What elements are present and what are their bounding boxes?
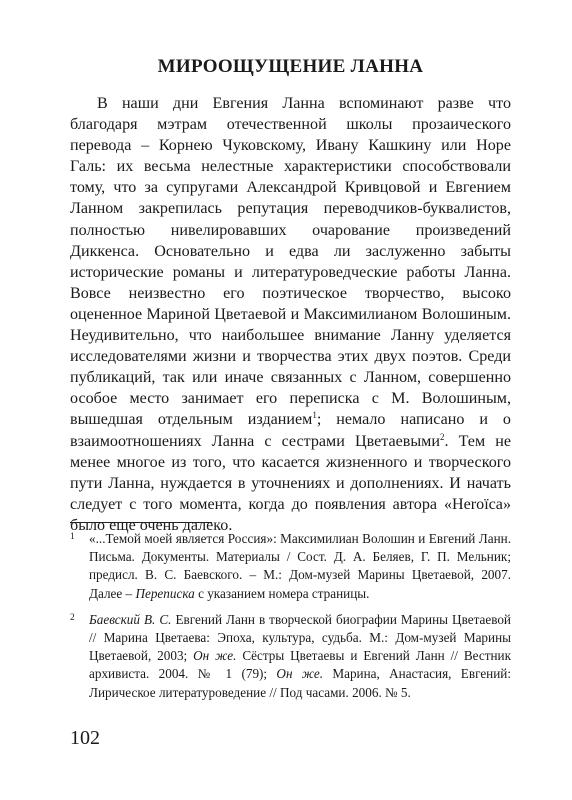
footnote-italic-text: Он же. — [276, 666, 324, 682]
footnote-italic-text: Переписка — [135, 585, 195, 601]
body-text-part-3: . Тем не менее многое из того, что касается жизненного и творческого пути Ланна, нуждается в уточнениях и дополнениях. И начать следует с того момента, когда до появления автора «Heroïca» было еще очень далеко. — [70, 432, 512, 534]
footnote-number: 2 — [70, 612, 75, 623]
chapter-title: МИРООЩУЩЕНИЕ ЛАННА — [157, 56, 424, 77]
body-text-part-2: ; немало написано и о взаимоотношениях Ланна с сестрами Цветаевыми — [70, 411, 511, 450]
footnote-1 — [70, 530, 511, 603]
body-text-part-1: В наши дни Евгения Ланна вспоминают разве что благодаря мэтрам отечественной школы прозаического перевода – Корнею Чуковскому, Ивану Кашкину или Норе Галь: их весьма нелестные характеристики способствовали тому, что за супругами Александрой Кривцовой и Евгением Ланном закрепилась репутация переводчиков-буквалистов, полностью нивелировавших очарование произведений Диккенса. Основательно и едва ли заслуженно забыты исторические романы и литературоведческие работы Ланна. Вовсе неизвестно его поэтическое творчество, высоко оцененное Мариной Цветаевой и Максимилианом Волошиным. Неудивительно, что наибольшее внимание Ланну уделяется исследователями жизни и творчества этих двух поэтов. Среди публикаций, так или иначе связанных с Ланном, совершенно особое место занимает его переписка с М. Волошиным, вышедшая отдельным изданием — [70, 95, 511, 429]
footnote-ref-1: 1 — [312, 410, 317, 421]
footnote-text: Марина, Анастасия, Евгений: Лирическое литературоведение // Под часами. 2006. № 5. — [89, 666, 512, 700]
footnote-number: 1 — [70, 532, 75, 542]
footnote-2 — [70, 611, 511, 702]
footnote-ref-2: 2 — [439, 431, 445, 442]
footnote-divider — [70, 522, 212, 523]
footnote-text: Евгений Ланн в творческой биографии Марины Цветаевой // Марина Цветаева: Эпоха, культура, судьба. М.: Дом-музей Марины Цветаевой, 2003; — [89, 611, 511, 664]
book-page — [70, 0, 511, 800]
footnote-text: Сёстры Цветаевы и Евгений Ланн // Вестник архивиста. 2004. № 1 (79); — [89, 648, 512, 682]
page-number: 102 — [70, 727, 100, 749]
body-paragraph — [70, 93, 511, 536]
footnote-italic-text: Он же. — [193, 648, 237, 664]
footnote-text: с указанием номера страницы. — [194, 585, 370, 601]
footnote-text: «...Темой моей является Россия»: Максимилиан Волошин и Евгений Ланн. Письма. Документы. Материалы / Сост. Д. А. Беляев, Г. П. Мельник; предисл. В. С. Баевского. – М.: Дом-музей Марины Цветаевой, 2007. Далее – — [89, 531, 511, 601]
footnote-italic-text: Баевский В. С. — [89, 611, 172, 627]
footnotes — [70, 530, 511, 710]
